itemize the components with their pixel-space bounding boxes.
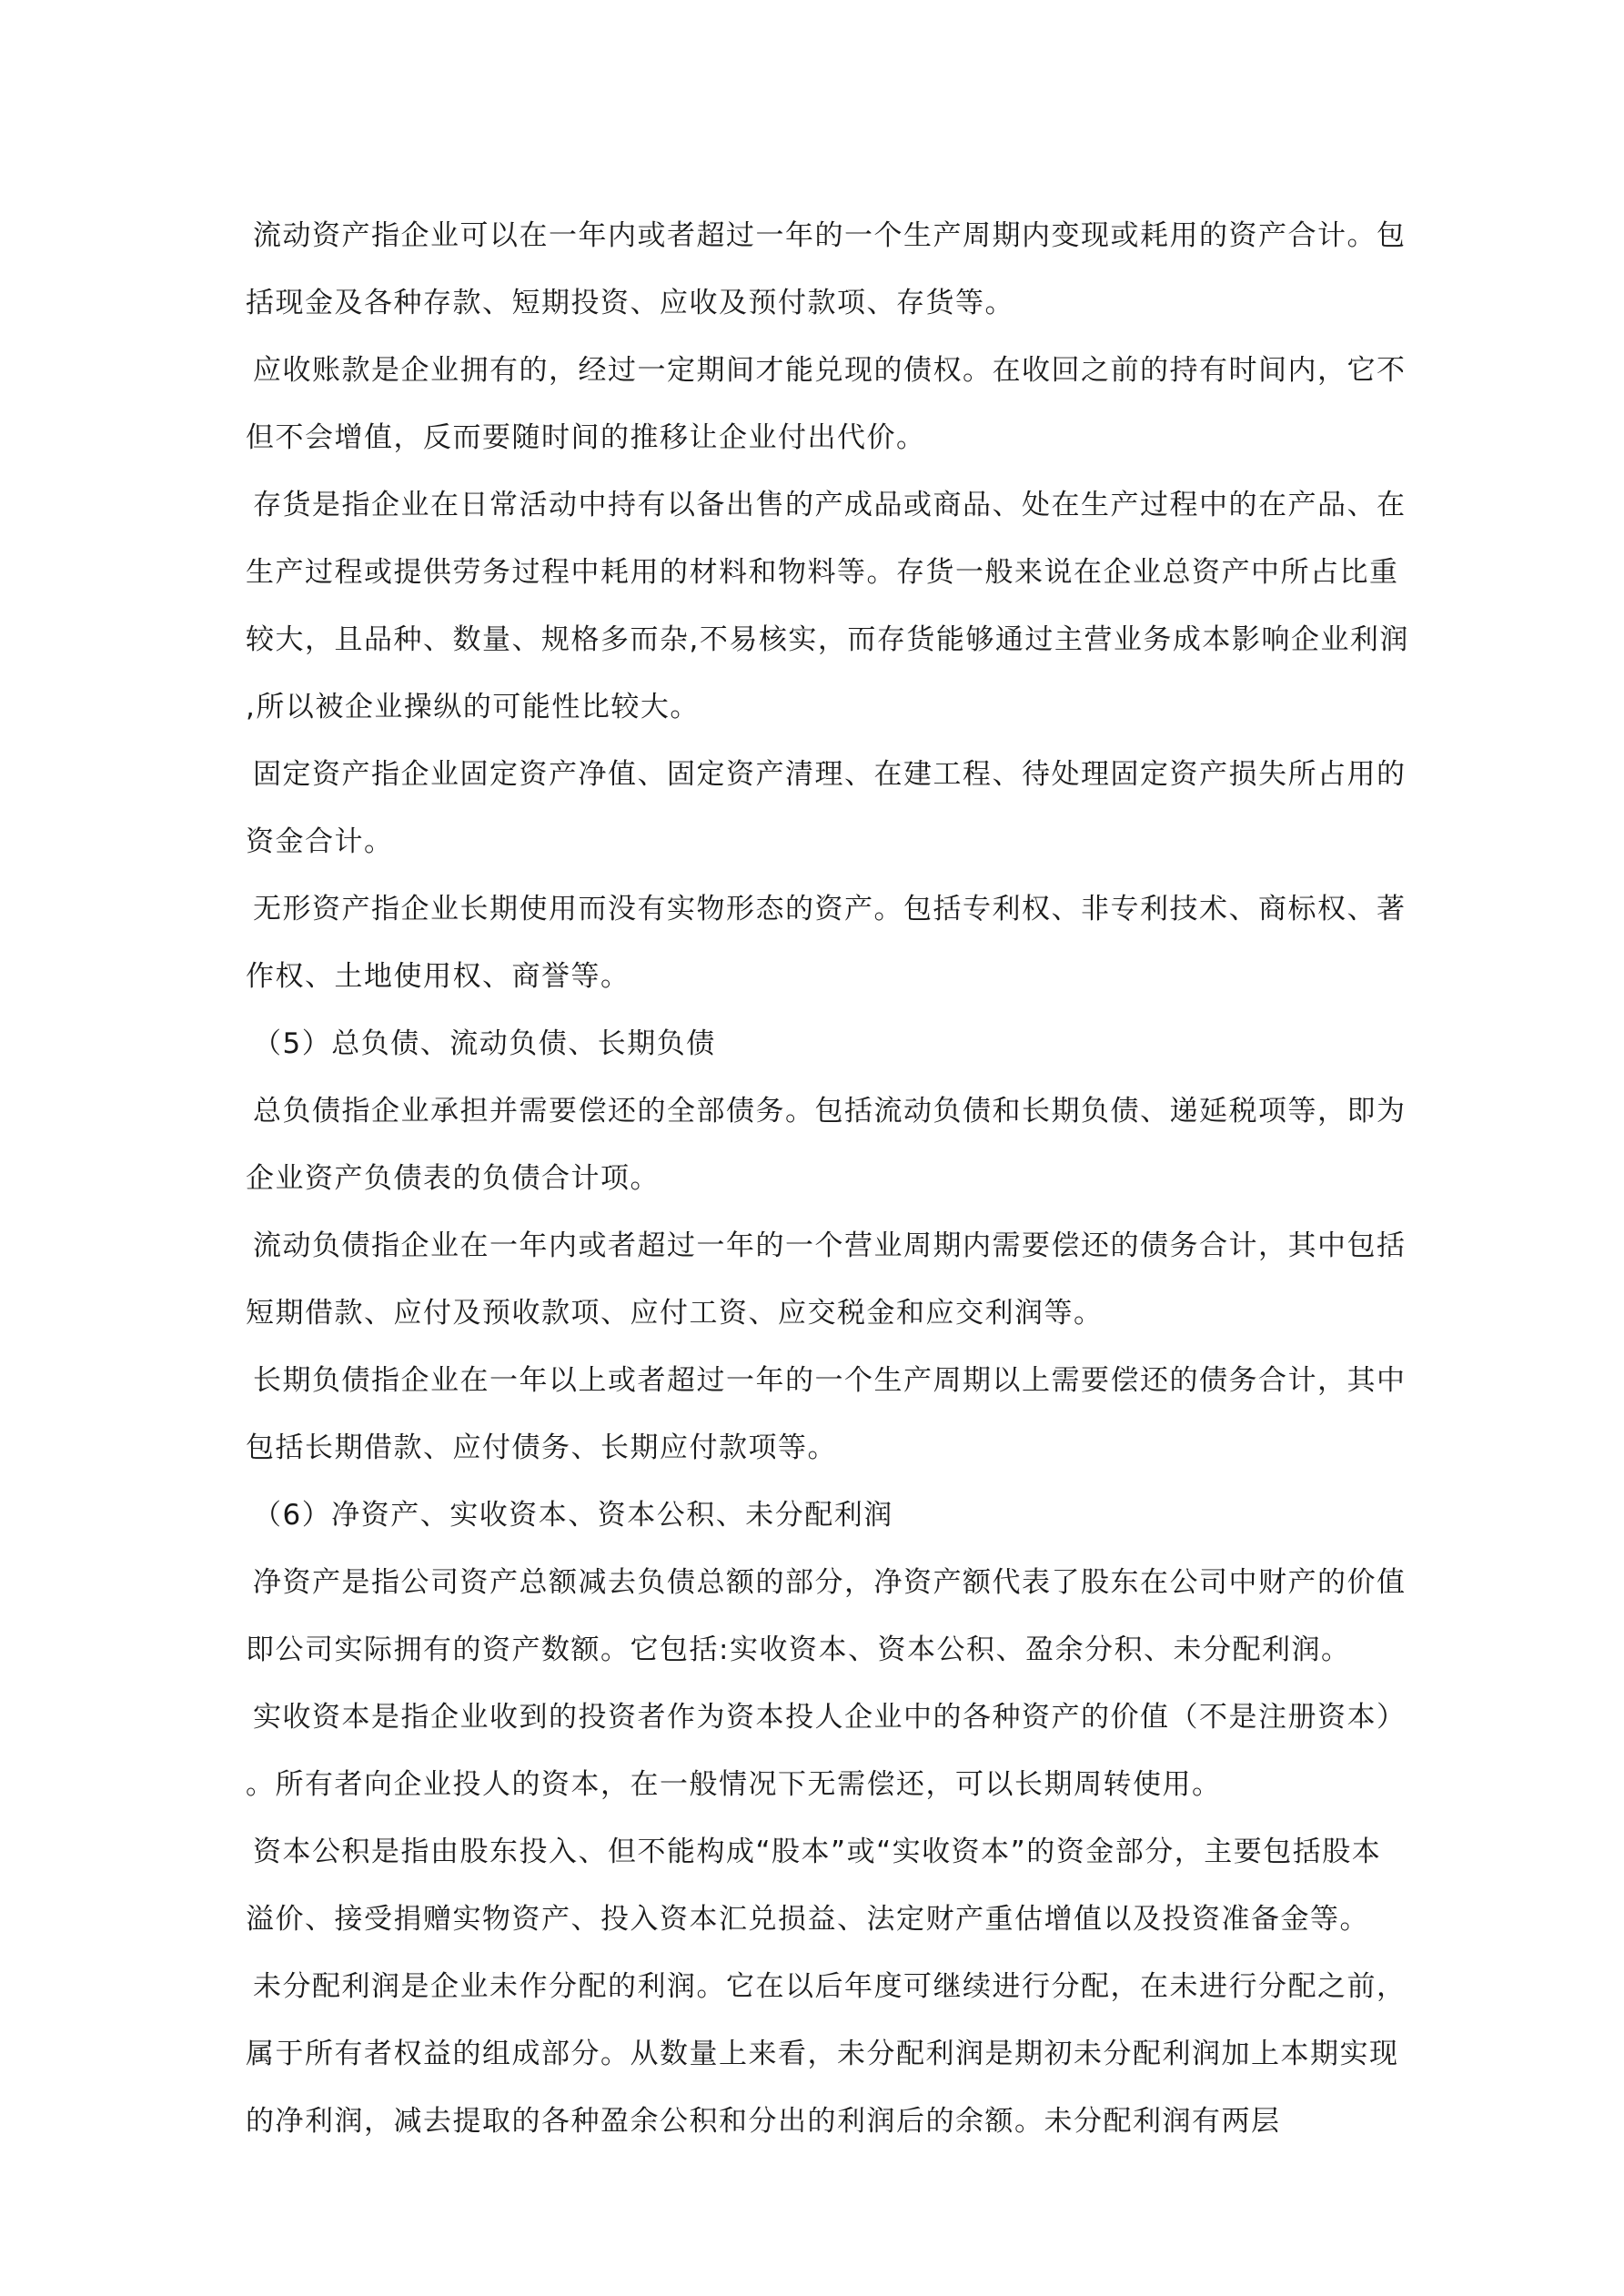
section-heading-net-assets: （6）净资产、实收资本、资本公积、未分配利润 [253,1499,893,1532]
paragraph-fixed-assets: 固定资产指企业固定资产净值、固定资产清理、在建工程、待处理固定资产损失所占用的资金合计。 [246,758,1407,858]
paragraph-paid-in-capital: 实收资本是指企业收到的投资者作为资本投人企业中的各种资产的价值（不是注册资本）。所有者向企业投人的资本，在一般情况下无需偿还，可以长期周转使用。 [246,1701,1392,1801]
document-body [246,202,1410,2155]
paragraph-current-liabilities: 流动负债指企业在一年内或者超过一年的一个营业周期内需要偿还的债务合计，其中包括短期借款、应付及预收款项、应付工资、应交税金和应交利润等。 [246,1229,1407,1330]
paragraph-intangible-assets: 无形资产指企业长期使用而没有实物形态的资产。包括专利权、非专利技术、商标权、著作权、土地使用权、商誉等。 [246,893,1407,993]
paragraph-long-term-liabilities: 长期负债指企业在一年以上或者超过一年的一个生产周期以上需要偿还的债务合计，其中包括长期借款、应付债务、长期应付款项等。 [246,1364,1407,1464]
paragraph-current-assets: 流动资产指企业可以在一年内或者超过一年的一个生产周期内变现或耗用的资产合计。包括现金及各种存款、短期投资、应收及预付款项、存货等。 [246,219,1407,319]
section-heading-liabilities: （5）总负债、流动负债、长期负债 [253,1027,716,1060]
paragraph-accounts-receivable: 应收账款是企业拥有的，经过一定期间才能兑现的债权。在收回之前的持有时间内，它不但不会增值，反而要随时间的推移让企业付出代价。 [246,354,1407,454]
paragraph-capital-reserve: 资本公积是指由股东投入、但不能构成“股本”或“实收资本”的资金部分，主要包括股本溢价、接受捐赠实物资产、投入资本汇兑损益、法定财产重估增值以及投资准备金等。 [246,1836,1382,1936]
paragraph-total-liabilities: 总负债指企业承担并需要偿还的全部债务。包括流动负债和长期负债、递延税项等，即为企业资产负债表的负债合计项。 [246,1095,1407,1195]
paragraph-undistributed-profit: 未分配利润是企业未作分配的利润。它在以后年度可继续进行分配，在未进行分配之前，属于所有者权益的组成部分。从数量上来看，未分配利润是期初未分配利润加上本期实现的净利润，减去提取的各种盈余公积和分出的利润后的余额。未分配利润有两层 [246,1970,1407,2138]
paragraph-inventory: 存货是指企业在日常活动中持有以备出售的产成品或商品、处在生产过程中的在产品、在生产过程或提供劳务过程中耗用的材料和物料等。存货一般来说在企业总资产中所占比重较大，且品种、数量、规格多而杂,不易核实，而存货能够通过主营业务成本影响企业利润,所以被企业操纵的可能性比较大。 [246,489,1409,723]
paragraph-net-assets: 净资产是指公司资产总额减去负债总额的部分，净资产额代表了股东在公司中财产的价值即公司实际拥有的资产数额。它包括:实收资本、资本公积、盈余分积、未分配利润。 [246,1566,1407,1666]
